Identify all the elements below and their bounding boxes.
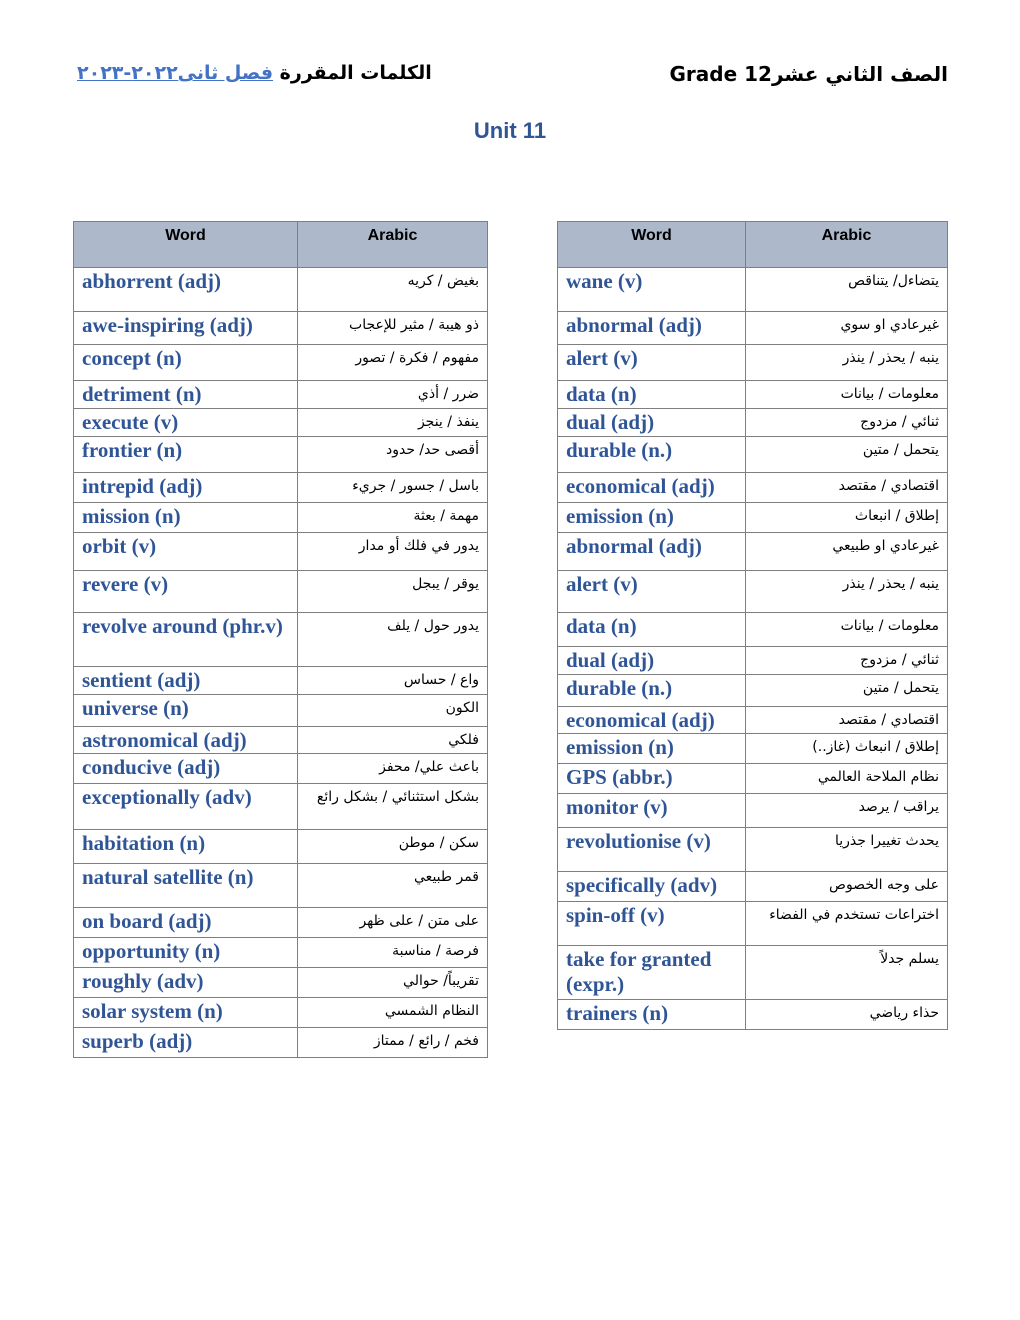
word-cell: frontier (n) xyxy=(74,437,298,473)
vocab-table-right xyxy=(557,221,948,1030)
arabic-cell: نظام الملاحة العالمي xyxy=(746,764,948,794)
word-cell: data (n) xyxy=(558,613,746,647)
word-cell: dual (adj) xyxy=(558,409,746,437)
table-row xyxy=(74,503,488,533)
words-label: الكلمات المقررة xyxy=(273,62,432,84)
unit-title: Unit 11 xyxy=(473,118,547,143)
table-row xyxy=(74,613,488,667)
word-cell: durable (n.) xyxy=(558,437,746,473)
word-cell: abhorrent (adj) xyxy=(74,268,298,312)
table-row xyxy=(74,345,488,381)
column-header-arabic: Arabic xyxy=(746,222,948,268)
arabic-cell: فرصة / مناسبة xyxy=(298,938,488,968)
word-cell: revere (v) xyxy=(74,571,298,613)
word-cell: dual (adj) xyxy=(558,647,746,675)
word-cell: on board (adj) xyxy=(74,908,298,938)
table-row xyxy=(558,734,948,764)
table-row xyxy=(74,968,488,998)
word-cell: universe (n) xyxy=(74,695,298,727)
table-row xyxy=(74,381,488,409)
arabic-cell: النظام الشمسي xyxy=(298,998,488,1028)
table-row xyxy=(558,381,948,409)
table-row xyxy=(558,409,948,437)
table-row xyxy=(558,503,948,533)
arabic-cell: حذاء رياضي xyxy=(746,1000,948,1030)
table-row xyxy=(74,268,488,312)
word-cell: GPS (abbr.) xyxy=(558,764,746,794)
arabic-cell: باسل / جسور / جريء xyxy=(298,473,488,503)
arabic-cell: يتضاءل/ يتناقص xyxy=(746,268,948,312)
column-header-arabic: Arabic xyxy=(298,222,488,268)
arabic-cell: اختراعات تستخدم في الفضاء xyxy=(746,902,948,946)
table-header-row xyxy=(558,222,948,268)
table-row xyxy=(74,667,488,695)
term-link[interactable]: فصل ثانى٢٠٢٢-٢٠٢٣ xyxy=(77,62,274,84)
table-row xyxy=(558,707,948,734)
table-row xyxy=(558,794,948,828)
word-cell: orbit (v) xyxy=(74,533,298,571)
table-row xyxy=(558,613,948,647)
arabic-cell: مهمة / بعثة xyxy=(298,503,488,533)
word-cell: roughly (adv) xyxy=(74,968,298,998)
arabic-cell: ذو هيبة / مثير للإعجاب xyxy=(298,312,488,345)
table-row xyxy=(74,533,488,571)
word-cell: exceptionally (adv) xyxy=(74,784,298,830)
word-cell: awe-inspiring (adj) xyxy=(74,312,298,345)
word-cell: trainers (n) xyxy=(558,1000,746,1030)
word-cell: abnormal (adj) xyxy=(558,312,746,345)
vocab-table-right-body xyxy=(558,268,948,1030)
word-cell: mission (n) xyxy=(74,503,298,533)
arabic-cell: بشكل استثنائي / بشكل رائع xyxy=(298,784,488,830)
word-cell: economical (adj) xyxy=(558,707,746,734)
table-row xyxy=(74,409,488,437)
word-cell: sentient (adj) xyxy=(74,667,298,695)
arabic-cell: بغيض / كريه xyxy=(298,268,488,312)
arabic-cell: قمر طبيعي xyxy=(298,864,488,908)
arabic-cell: ينبه / يحذر / ينذر xyxy=(746,571,948,613)
arabic-cell: واع / حساس xyxy=(298,667,488,695)
table-row xyxy=(74,998,488,1028)
table-row xyxy=(74,908,488,938)
word-cell: abnormal (adj) xyxy=(558,533,746,571)
table-row xyxy=(558,828,948,872)
table-header-row xyxy=(74,222,488,268)
table-row xyxy=(74,473,488,503)
arabic-cell: ينبه / يحذر / ينذر xyxy=(746,345,948,381)
arabic-cell: فخم / رائع / ممتاز xyxy=(298,1028,488,1058)
word-cell: alert (v) xyxy=(558,345,746,381)
arabic-cell: باعث علي/ محفز xyxy=(298,754,488,784)
table-row xyxy=(558,872,948,902)
arabic-cell: يدور في فلك أو مدار xyxy=(298,533,488,571)
table-row xyxy=(558,571,948,613)
word-cell: intrepid (adj) xyxy=(74,473,298,503)
table-row xyxy=(74,437,488,473)
arabic-cell: إطلاق / انبعاث xyxy=(746,503,948,533)
column-header-word: Word xyxy=(558,222,746,268)
arabic-cell: اقتصادي / مقتصد xyxy=(746,473,948,503)
arabic-cell: ثنائي / مزدوج xyxy=(746,647,948,675)
arabic-cell: سكن / موطن xyxy=(298,830,488,864)
arabic-cell: فلكي xyxy=(298,727,488,754)
arabic-cell: مفهوم / فكرة / تصور xyxy=(298,345,488,381)
table-row xyxy=(558,647,948,675)
arabic-cell: يدور حول / يلف xyxy=(298,613,488,667)
word-cell: revolve around (phr.v) xyxy=(74,613,298,667)
word-cell: data (n) xyxy=(558,381,746,409)
arabic-cell: معلومات / بيانات xyxy=(746,613,948,647)
word-cell: natural satellite (n) xyxy=(74,864,298,908)
word-cell: revolutionise (v) xyxy=(558,828,746,872)
table-row xyxy=(74,864,488,908)
arabic-cell: معلومات / بيانات xyxy=(746,381,948,409)
word-cell: superb (adj) xyxy=(74,1028,298,1058)
table-row xyxy=(558,473,948,503)
word-cell: emission (n) xyxy=(558,734,746,764)
grade-heading: الصف الثاني عشرGrade 12 xyxy=(669,62,948,86)
word-cell: opportunity (n) xyxy=(74,938,298,968)
word-cell: take for granted (expr.) xyxy=(558,946,746,1000)
table-row xyxy=(74,312,488,345)
table-row xyxy=(558,437,948,473)
table-row xyxy=(558,268,948,312)
word-cell: monitor (v) xyxy=(558,794,746,828)
arabic-cell: يراقب / يرصد xyxy=(746,794,948,828)
arabic-cell: ثنائي / مزدوج xyxy=(746,409,948,437)
table-row xyxy=(74,830,488,864)
word-cell: specifically (adv) xyxy=(558,872,746,902)
word-cell: execute (v) xyxy=(74,409,298,437)
arabic-cell: أقصى حد/ حدود xyxy=(298,437,488,473)
word-cell: conducive (adj) xyxy=(74,754,298,784)
table-row xyxy=(74,571,488,613)
table-row xyxy=(74,695,488,727)
table-row xyxy=(558,675,948,707)
arabic-cell: غيرعادي او سوي xyxy=(746,312,948,345)
word-cell: solar system (n) xyxy=(74,998,298,1028)
table-row xyxy=(558,764,948,794)
table-row xyxy=(558,345,948,381)
vocab-table-left xyxy=(73,221,488,1058)
arabic-cell: الكون xyxy=(298,695,488,727)
word-cell: spin-off (v) xyxy=(558,902,746,946)
table-row xyxy=(74,727,488,754)
arabic-cell: يحدث تغييرا جذريا xyxy=(746,828,948,872)
word-cell: detriment (n) xyxy=(74,381,298,409)
table-row xyxy=(558,1000,948,1030)
arabic-cell: يتحمل / متين xyxy=(746,675,948,707)
arabic-cell: على وجه الخصوص xyxy=(746,872,948,902)
arabic-cell: يتحمل / متين xyxy=(746,437,948,473)
arabic-cell: اقتصادي / مقتصد xyxy=(746,707,948,734)
table-row xyxy=(558,533,948,571)
word-cell: wane (v) xyxy=(558,268,746,312)
table-row xyxy=(74,938,488,968)
vocab-table-left-body xyxy=(74,268,488,1058)
table-row xyxy=(558,902,948,946)
word-cell: concept (n) xyxy=(74,345,298,381)
arabic-cell: ينفذ / ينجز xyxy=(298,409,488,437)
table-row xyxy=(74,754,488,784)
arabic-cell: يوقر / يبجل xyxy=(298,571,488,613)
word-cell: alert (v) xyxy=(558,571,746,613)
word-cell: economical (adj) xyxy=(558,473,746,503)
term-heading xyxy=(77,62,432,84)
arabic-cell: غيرعادي او طبيعي xyxy=(746,533,948,571)
arabic-cell: ضرر / أذي xyxy=(298,381,488,409)
word-cell: habitation (n) xyxy=(74,830,298,864)
table-row xyxy=(558,946,948,1000)
word-cell: durable (n.) xyxy=(558,675,746,707)
table-row xyxy=(74,784,488,830)
column-header-word: Word xyxy=(74,222,298,268)
arabic-cell: إطلاق / انبعاث (غاز..) xyxy=(746,734,948,764)
table-row xyxy=(558,312,948,345)
arabic-cell: على متن / على ظهر xyxy=(298,908,488,938)
word-cell: astronomical (adj) xyxy=(74,727,298,754)
table-row xyxy=(74,1028,488,1058)
arabic-cell: تقريباً/ حوالي xyxy=(298,968,488,998)
arabic-cell: يسلم جدلاً xyxy=(746,946,948,1000)
word-cell: emission (n) xyxy=(558,503,746,533)
